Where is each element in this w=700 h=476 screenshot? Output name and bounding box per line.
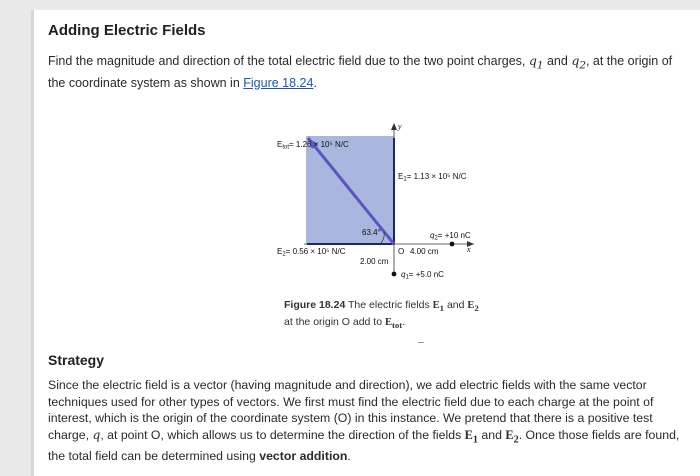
figure-caption: Figure 18.24 The electric fields $E_1$ and $E_2$ at the origin O add to $E_{tot}$. [284, 299, 479, 331]
problem-text: Find the magnitude and direction of the total electric field due to the two point charges, $q_1$ and $q_2$, at the origin of the coordinate system as shown in Figure 18.24. [48, 53, 673, 90]
content-card [31, 10, 700, 476]
symbol-e1: $E_1$ [432, 300, 445, 314]
q2-label: q2= +10 nC [430, 231, 471, 242]
etot-label: Etot= 1.26 × 10⁵ N/C [277, 140, 349, 151]
y-axis-arrow [391, 123, 397, 130]
caption-figure-number: Figure 18.24 [284, 299, 346, 311]
origin-label: O [398, 247, 405, 256]
q1-label: q1= +5.0 nC [401, 270, 444, 281]
symbol-e2: $E_2$ [467, 300, 479, 314]
symbol-q2: $q_2$ [571, 53, 586, 72]
strategy-text: Since the electric field is a vector (having magnitude and direction), we add electric fields with the same vector techniques used for other types of vectors. We first must find the electric field due to each charge at the point of interest, which is the origin of the coordinate system (O) in this instance. We pretend that there is a positive test charge, q, at point O, which allows us to determine the direction of the fields $E_1$ and $E_2$. Once those fields are found, the total field can be determined using vector addition. [48, 378, 680, 464]
angle-label: 63.4° [362, 228, 381, 237]
problem-text-part: , at the origin of the coordinate system as shown in [48, 54, 673, 90]
figure-link[interactable]: Figure 18.24 [243, 75, 314, 90]
symbol-q1: $q_1$ [528, 53, 544, 72]
x-label: x [467, 245, 471, 254]
problem-text-part: and [546, 54, 568, 68]
symbol-q: q [92, 427, 101, 442]
charge-q2 [450, 242, 455, 247]
e1-label: E1= 1.13 × 10⁵ N/C [398, 172, 467, 183]
field-diagram [274, 118, 474, 288]
symbol-e2: $E_2$ [505, 427, 519, 445]
y-label: y [398, 122, 402, 131]
symbol-e1: $E_1$ [464, 427, 478, 445]
problem-text-part: Find the magnitude and direction of the total electric field due to the two point charges, [48, 54, 526, 68]
e2-label: E2= 0.56 × 10⁵ N/C [277, 247, 346, 258]
vector-addition-term: vector addition [259, 449, 348, 464]
symbol-etot: $E_{tot}$ [385, 317, 403, 331]
charge-q1 [392, 272, 397, 277]
x-distance-label: 4.00 cm [410, 247, 439, 256]
figure-18-24 [274, 118, 474, 288]
strategy-title: Strategy [48, 352, 105, 368]
section-title: Adding Electric Fields [48, 22, 206, 39]
y-distance-label: 2.00 cm [360, 257, 389, 266]
divider-mark [418, 342, 424, 343]
